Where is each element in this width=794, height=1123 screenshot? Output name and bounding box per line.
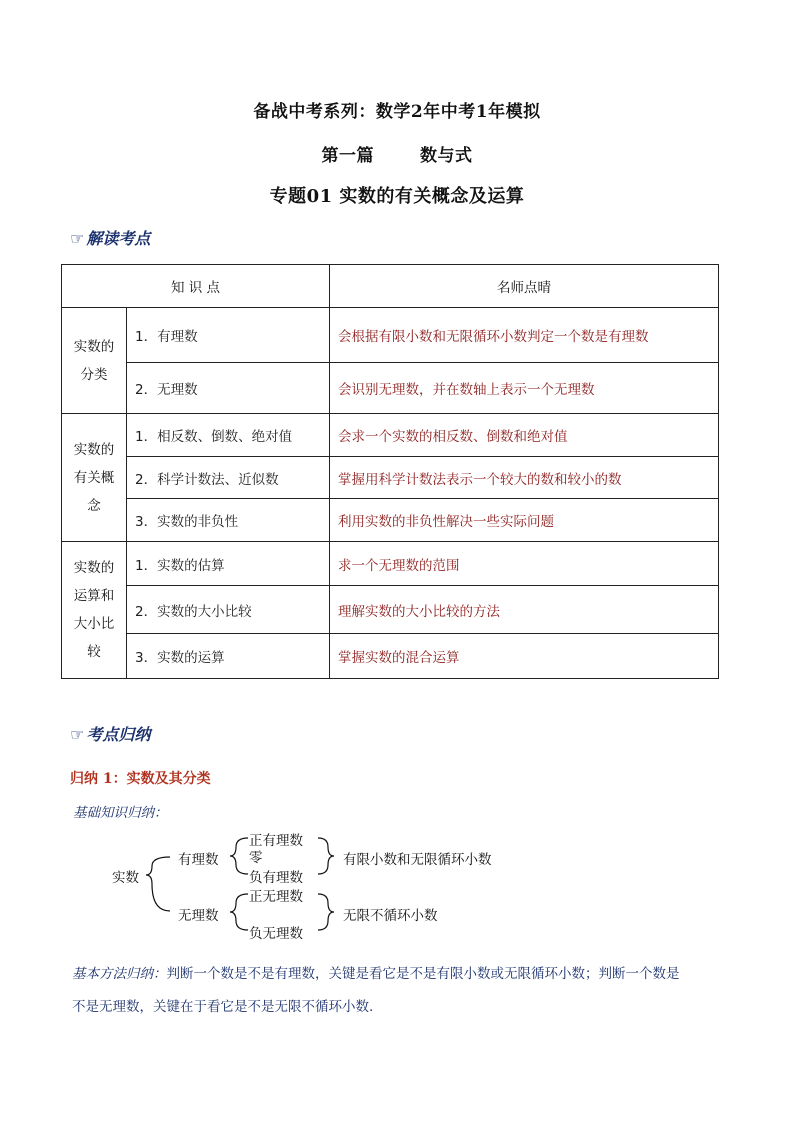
diagram-irrational-child: 负无理数	[249, 926, 303, 942]
part-heading	[0, 141, 794, 166]
brace-irrational-right	[318, 894, 334, 930]
diagram-rational-child: 零	[249, 850, 263, 866]
knowledge-cell: 1．相反数、倒数、绝对值	[127, 414, 330, 457]
table-header-row	[62, 265, 719, 308]
diagram-rational-child: 正有理数	[249, 833, 303, 849]
table-row	[62, 363, 719, 414]
knowledge-cell: 2．实数的大小比较	[127, 586, 330, 634]
table-row	[62, 414, 719, 457]
header-knowledge: 知 识 点	[62, 265, 330, 308]
part-subject: 数与式	[420, 146, 473, 166]
table-row	[62, 499, 719, 542]
method-text-line2: 不是无理数，关键在于看它是不是无限不循环小数.	[72, 999, 374, 1015]
table-row	[62, 542, 719, 586]
tip-cell: 会求一个实数的相反数、倒数和绝对值	[330, 414, 719, 457]
knowledge-cell: 2．无理数	[127, 363, 330, 414]
table-row	[62, 586, 719, 634]
section-induction-heading	[70, 722, 150, 745]
tip-cell: 利用实数的非负性解决一些实际问题	[330, 499, 719, 542]
category-cell: 实数的运算和大小比较	[62, 542, 127, 679]
tip-cell: 会识别无理数，并在数轴上表示一个无理数	[330, 363, 719, 414]
section-title: 解读考点	[86, 229, 151, 248]
section-interpret-heading	[70, 226, 150, 249]
table-row	[62, 457, 719, 499]
knowledge-cell: 2．科学计数法、近似数	[127, 457, 330, 499]
diagram-rational-desc: 有限小数和无限循环小数	[343, 852, 492, 868]
diagram-rational: 有理数	[178, 852, 219, 868]
category-cell: 实数的有关概念	[62, 414, 127, 542]
method-label: 基本方法归纳：	[72, 966, 167, 982]
tip-cell: 理解实数的大小比较的方法	[330, 586, 719, 634]
brace-rational-right	[318, 838, 334, 874]
topic-heading: 专题01 实数的有关概念及运算	[269, 186, 525, 207]
diagram-root: 实数	[112, 870, 139, 886]
tip-cell: 会根据有限小数和无限循环小数判定一个数是有理数	[330, 308, 719, 363]
diagram-irrational-desc: 无限不循环小数	[343, 908, 438, 924]
method-text-line1: 判断一个数是不是有理数，关键是看它是不是有限小数或无限循环小数；判断一个数是	[166, 966, 680, 982]
method-summary	[72, 958, 732, 1024]
induction-title: 归纳 1：实数及其分类	[70, 771, 211, 787]
part-label: 第一篇	[321, 146, 374, 166]
table-row	[62, 634, 719, 679]
doc-title: 备战中考系列：数学2年中考1年模拟	[253, 102, 541, 122]
tip-cell: 求一个无理数的范围	[330, 542, 719, 586]
pointing-hand-icon: ☞	[70, 725, 85, 744]
tip-cell: 掌握用科学计数法表示一个较大的数和较小的数	[330, 457, 719, 499]
knowledge-table	[61, 264, 719, 679]
category-cell: 实数的分类	[62, 308, 127, 414]
pointing-hand-icon: ☞	[70, 229, 85, 248]
tip-cell: 掌握实数的混合运算	[330, 634, 719, 679]
diagram-irrational-child: 正无理数	[249, 889, 303, 905]
brace-root	[146, 857, 170, 911]
brace-irrational	[230, 894, 248, 930]
diagram-rational-child: 负有理数	[249, 870, 303, 886]
table-row	[62, 308, 719, 363]
knowledge-cell: 1．有理数	[127, 308, 330, 363]
knowledge-cell: 3．实数的非负性	[127, 499, 330, 542]
header-tips: 名师点晴	[330, 265, 719, 308]
section-title: 考点归纳	[86, 725, 151, 744]
knowledge-cell: 1．实数的估算	[127, 542, 330, 586]
knowledge-cell: 3．实数的运算	[127, 634, 330, 679]
brace-rational	[230, 838, 248, 874]
diagram-irrational: 无理数	[178, 908, 219, 924]
basic-knowledge-label: 基础知识归纳：	[73, 805, 168, 821]
